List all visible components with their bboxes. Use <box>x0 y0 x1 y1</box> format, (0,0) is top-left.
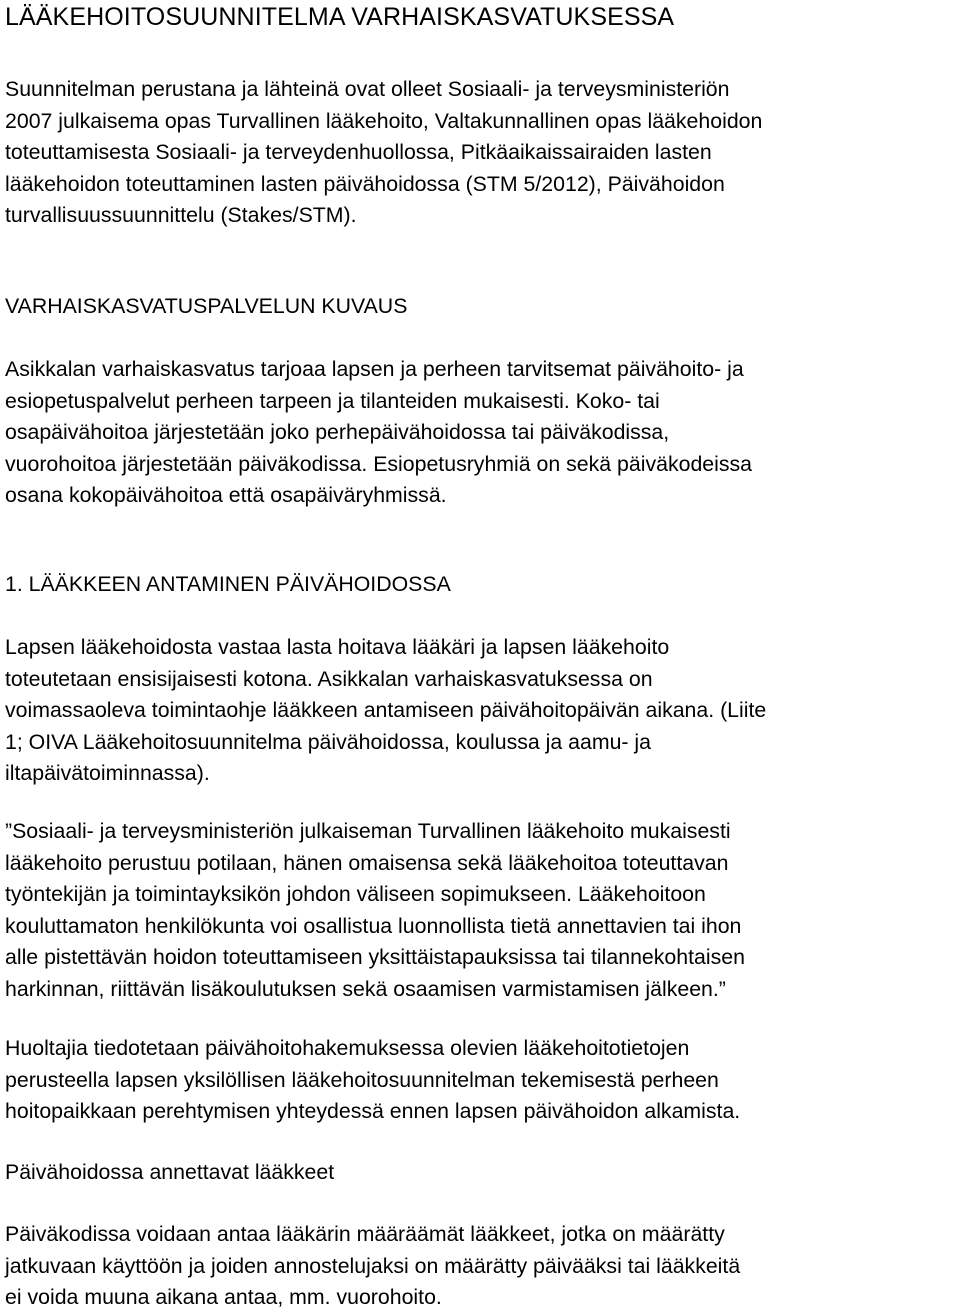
text-line: 2007 julkaisema opas Turvallinen lääkehoito, Valtakunnallinen opas lääkehoidon <box>5 108 763 133</box>
text-line: iltapäivätoiminnassa). <box>5 761 210 786</box>
text-line: 1; OIVA Lääkehoitosuunnitelma päivähoidossa, koulussa ja aamu- ja <box>5 729 652 754</box>
text-line: hoitopaikkaan perehtymisen yhteydessä ennen lapsen päivähoidon alkamista. <box>5 1099 741 1124</box>
section-heading: VARHAISKASVATUSPALVELUN KUVAUS <box>5 294 408 318</box>
service-description-paragraph <box>5 354 752 512</box>
text-line: työntekijän ja toimintayksikön johdon väliseen sopimukseen. Lääkehoitoon <box>5 882 706 907</box>
text-line: lääkehoito perustuu potilaan, hänen omaisensa sekä lääkehoitoa toteuttavan <box>5 850 729 875</box>
text-line: toteutetaan ensisijaisesti kotona. Asikkalan varhaiskasvatuksessa on <box>5 666 653 691</box>
text-line: esiopetuspalvelut perheen tarpeen ja tilanteiden mukaisesti. Koko- tai <box>5 388 660 413</box>
quote-paragraph <box>5 816 745 1006</box>
medicines-given-paragraph <box>5 1219 740 1314</box>
intro-paragraph <box>5 74 762 232</box>
text-line: osana kokopäivähoitoa että osapäiväryhmissä. <box>5 483 447 508</box>
text-line: harkinnan, riittävän lisäkoulutuksen sekä osaamisen varmistamisen jälkeen.” <box>5 976 726 1001</box>
document-title: LÄÄKEHOITOSUUNNITELMA VARHAISKASVATUKSESSA <box>5 3 675 31</box>
guardians-paragraph <box>5 1033 740 1128</box>
text-line: ”Sosiaali- ja terveysministeriön julkaiseman Turvallinen lääkehoito mukaisesti <box>5 819 731 843</box>
text-line: Päiväkodissa voidaan antaa lääkärin määräämät lääkkeet, jotka on määrätty <box>5 1222 725 1246</box>
text-line: Lapsen lääkehoidosta vastaa lasta hoitava lääkäri ja lapsen lääkehoito <box>5 635 670 659</box>
section-heading-medication <box>5 569 451 601</box>
text-line: lääkehoidon toteuttaminen lasten päivähoidossa (STM 5/2012), Päivähoidon <box>5 171 725 196</box>
section-heading: Päivähoidossa annettavat lääkkeet <box>5 1160 335 1184</box>
text-line: kouluttamaton henkilökunta voi osallistua luonnollista tietä annettavien tai ihon <box>5 913 742 938</box>
section-heading: 1. LÄÄKKEEN ANTAMINEN PÄIVÄHOIDOSSA <box>5 572 451 596</box>
text-line: Asikkalan varhaiskasvatus tarjoaa lapsen ja perheen tarvitsemat päivähoito- ja <box>5 357 744 381</box>
text-line: toteuttamisesta Sosiaali- ja terveydenhuollossa, Pitkäaikaissairaiden lasten <box>5 140 712 165</box>
text-line: perusteella lapsen yksilöllisen lääkehoitosuunnitelman tekemisestä perheen <box>5 1067 719 1092</box>
text-line: ei voida muuna aikana antaa, mm. vuorohoito. <box>5 1285 442 1310</box>
text-line: alle pistettävän hoidon toteuttamiseen yksittäistapauksissa tai tilannekohtaisen <box>5 945 745 970</box>
text-line: turvallisuussuunnittelu (Stakes/STM). <box>5 203 357 228</box>
text-line: jatkuvaan käyttöön ja joiden annostelujaksi on määrätty päivääksi tai lääkkeitä <box>5 1253 741 1278</box>
text-line: vuorohoitoa järjestetään päiväkodissa. Esiopetusryhmiä on sekä päiväkodeissa <box>5 451 753 476</box>
section-heading-service-description <box>5 291 407 323</box>
text-line: osapäivähoitoa järjestetään joko perhepäivähoidossa tai päiväkodissa, <box>5 420 670 445</box>
text-line: voimassaoleva toimintaohje lääkkeen antamiseen päivähoitopäivän aikana. (Liite <box>5 698 767 723</box>
medication-paragraph <box>5 632 766 790</box>
text-line: Suunnitelman perustana ja lähteinä ovat olleet Sosiaali- ja terveysministeriön <box>5 77 730 101</box>
section-heading-medicines-given <box>5 1157 334 1189</box>
text-line: Huoltajia tiedotetaan päivähoitohakemuksessa olevien lääkehoitotietojen <box>5 1036 690 1060</box>
